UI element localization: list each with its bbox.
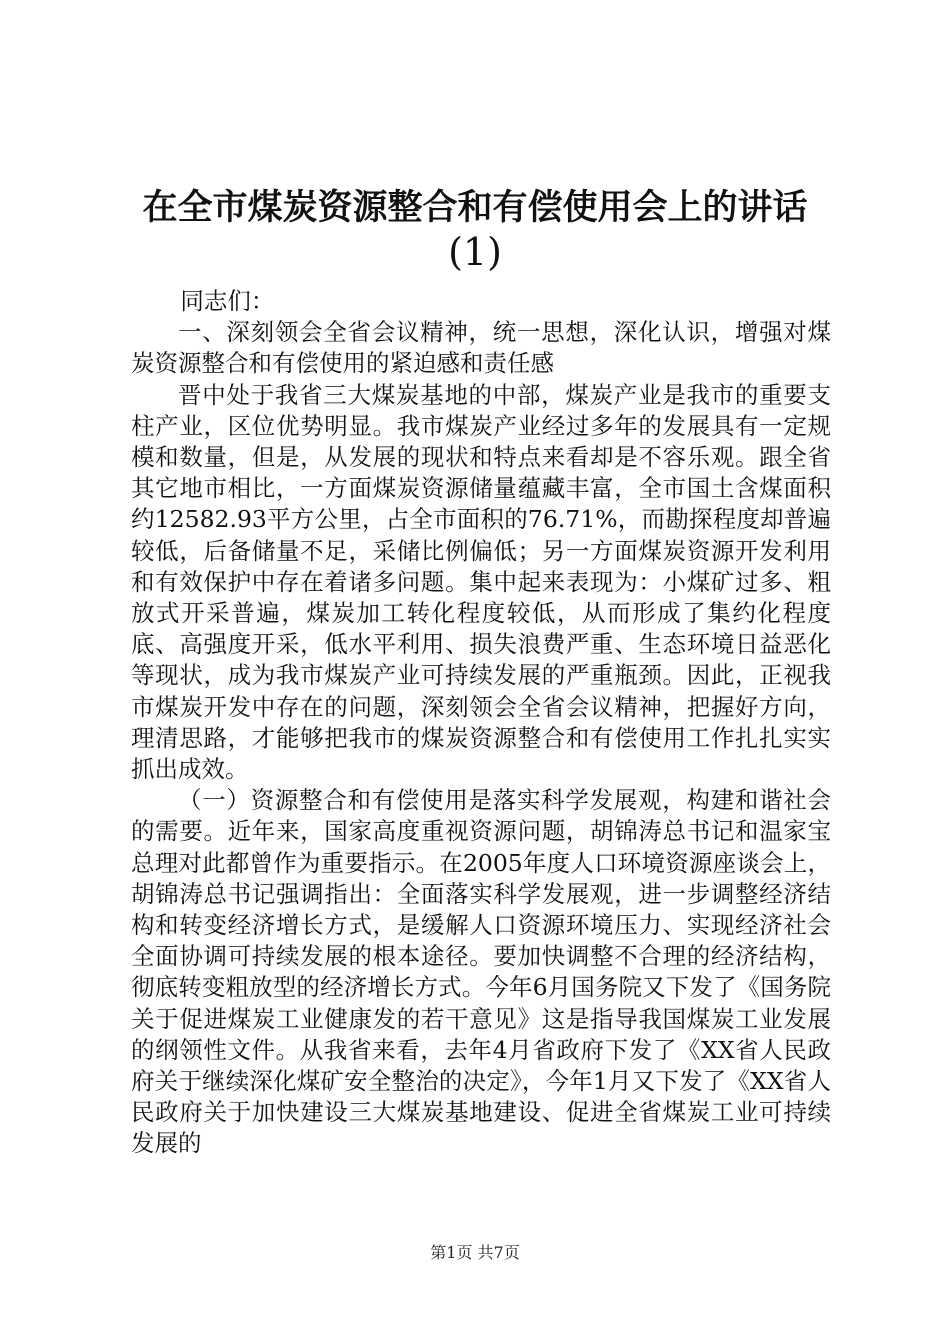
document-body bbox=[131, 286, 831, 1160]
page-footer: 第1页 共7页 bbox=[430, 1243, 520, 1262]
document-title: 在全市煤炭资源整合和有偿使用会上的讲话 bbox=[142, 187, 808, 228]
body-paragraph: 晋中处于我省三大煤炭基地的中部，煤炭产业是我市的重要支柱产业，区位优势明显。我市煤炭产业经过多年的发展具有一定规模和数量，但是，从发展的现状和特点来看却是不容乐观。跟全省其它地市相比，一方面煤炭资源储量蕴藏丰富，全市国土含煤面积约12582.93平方公里，占全市面积的76.71%，而勘探程度却普遍较低，后备储量不足，采储比例偏低；另一方面煤炭资源开发利用和有效保护中存在着诸多问题。集中起来表现为：小煤矿过多、粗放式开采普遍，煤炭加工转化程度较低，从而形成了集约化程度底、高强度开采，低水平利用、损失浪费严重、生态环境日益恶化等现状，成为我市煤炭产业可持续发展的严重瓶颈。因此，正视我市煤炭开发中存在的问题，深刻领会全省会议精神，把握好方向，理清思路，才能够把我市的煤炭资源整合和有偿使用工作扎扎实实抓出成效。 bbox=[131, 380, 831, 784]
body-paragraph: （一）资源整合和有偿使用是落实科学发展观，构建和谐社会的需要。近年来，国家高度重视资源问题，胡锦涛总书记和温家宝总理对此都曾作为重要指示。在2005年度人口环境资源座谈会上，胡锦涛总书记强调指出：全面落实科学发展观，进一步调整经济结构和转变经济增长方式，是缓解人口资源环境压力、实现经济社会全面协调可持续发展的根本途径。要加快调整不合理的经济结构，彻底转变粗放型的经济增长方式。今年6月国务院又下发了《国务院关于促进煤炭工业健康发的若干意见》这是指导我国煤炭工业发展的纲领性文件。从我省来看，去年4月省政府下发了《XX省人民政府关于继续深化煤矿安全整治的决定》，今年1月又下发了《XX省人民政府关于加快建设三大煤炭基地建设、促进全省煤炭工业可持续发展的 bbox=[131, 786, 831, 1158]
section-heading: 一、深刻领会全省会议精神，统一思想，深化认识，增强对煤炭资源整合和有偿使用的紧迫感和责任感 bbox=[131, 318, 831, 378]
salutation: 同志们： bbox=[180, 287, 275, 315]
document-title-suffix: (1) bbox=[448, 230, 502, 274]
